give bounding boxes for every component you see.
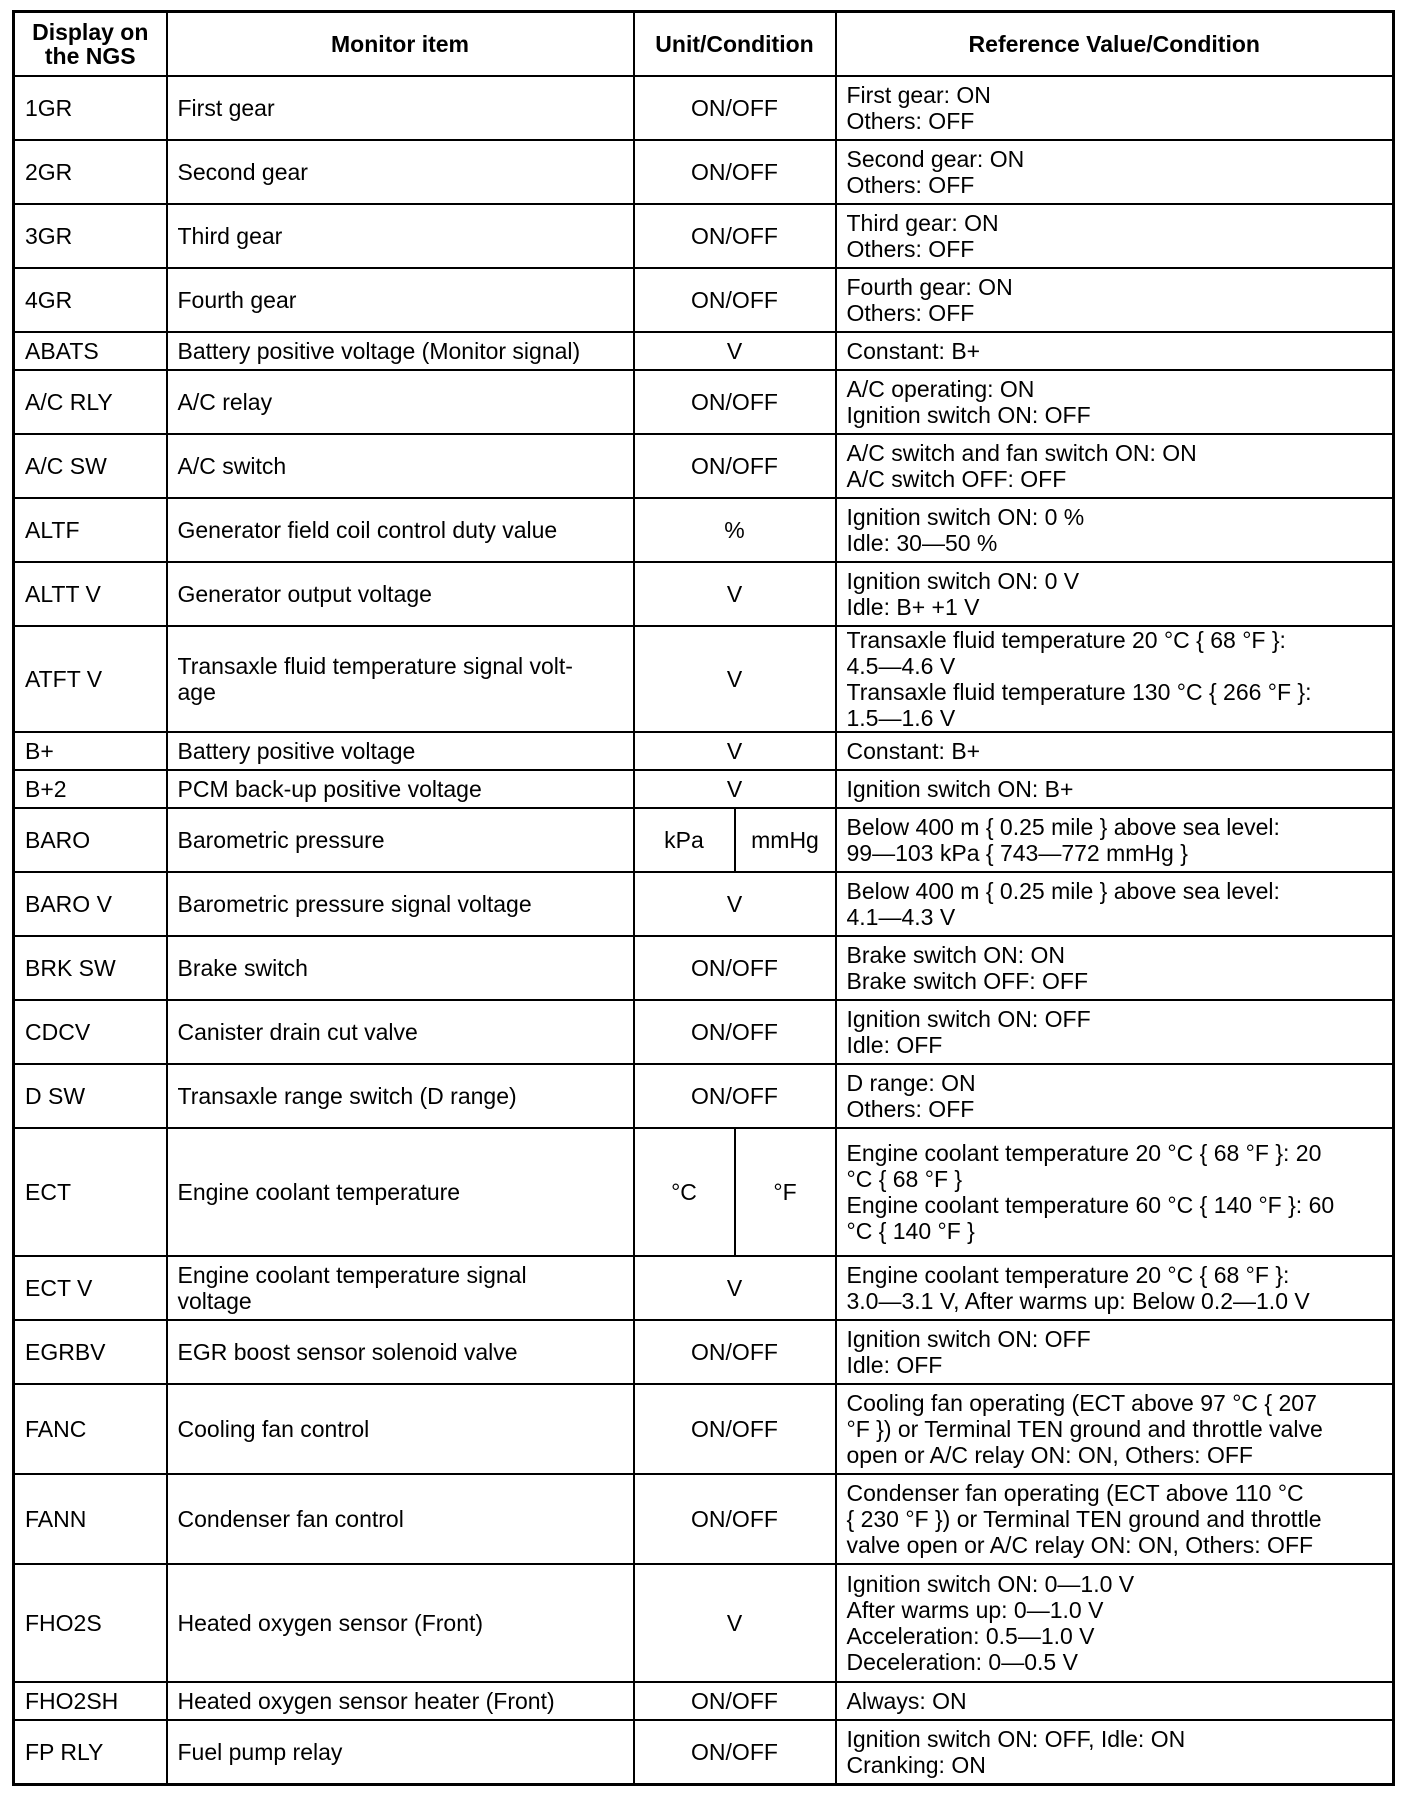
display-code-cell: FHO2S: [14, 1564, 167, 1682]
unit-cell: V: [634, 770, 836, 808]
monitor-item-cell: Cooling fan control: [167, 1384, 634, 1474]
reference-value-cell: Ignition switch ON: 0—1.0 V After warms up: 0—1.0 V Acceleration: 0.5—1.0 V Deceleration: 0—0.5 V: [836, 1564, 1394, 1682]
monitor-item-cell: Engine coolant temperature signal voltage: [167, 1256, 634, 1320]
reference-value-cell: Cooling fan operating (ECT above 97 °C { 207 °F }) or Terminal TEN ground and throttle valve open or A/C relay ON: ON, Others: OFF: [836, 1384, 1394, 1474]
unit-cell: V: [634, 1564, 836, 1682]
unit-cell: ON/OFF: [634, 1000, 836, 1064]
unit-cell: V: [634, 732, 836, 770]
unit-cell: ON/OFF: [634, 1474, 836, 1564]
monitor-item-cell: First gear: [167, 76, 634, 140]
table-row: [14, 1720, 1394, 1784]
header-reference-value: Reference Value/Condition: [836, 12, 1394, 77]
monitor-item-cell: Generator field coil control duty value: [167, 498, 634, 562]
reference-value-cell: D range: ON Others: OFF: [836, 1064, 1394, 1128]
unit-cell: ON/OFF: [634, 204, 836, 268]
display-code-cell: EGRBV: [14, 1320, 167, 1384]
unit-alt-cell: mmHg: [735, 808, 836, 872]
header-monitor-item: Monitor item: [167, 12, 634, 77]
reference-value-cell: Always: ON: [836, 1682, 1394, 1720]
reference-value-cell: Ignition switch ON: 0 V Idle: B+ +1 V: [836, 562, 1394, 626]
unit-alt-cell: °F: [735, 1128, 836, 1256]
unit-cell: °C: [634, 1128, 735, 1256]
unit-cell: V: [634, 332, 836, 370]
table-row: [14, 1064, 1394, 1128]
table-row: [14, 1474, 1394, 1564]
monitor-item-cell: Fourth gear: [167, 268, 634, 332]
header-row: [14, 12, 1394, 77]
reference-value-cell: First gear: ON Others: OFF: [836, 76, 1394, 140]
monitor-item-cell: PCM back-up positive voltage: [167, 770, 634, 808]
monitor-item-cell: Transaxle fluid temperature signal volt- age: [167, 626, 634, 732]
reference-value-cell: Ignition switch ON: OFF Idle: OFF: [836, 1000, 1394, 1064]
table-row: [14, 370, 1394, 434]
table-row: [14, 268, 1394, 332]
display-code-cell: BRK SW: [14, 936, 167, 1000]
display-code-cell: A/C RLY: [14, 370, 167, 434]
display-code-cell: D SW: [14, 1064, 167, 1128]
monitor-item-cell: Heated oxygen sensor heater (Front): [167, 1682, 634, 1720]
monitor-item-cell: EGR boost sensor solenoid valve: [167, 1320, 634, 1384]
unit-cell: kPa: [634, 808, 735, 872]
table-row: [14, 1384, 1394, 1474]
reference-value-cell: Second gear: ON Others: OFF: [836, 140, 1394, 204]
display-code-cell: ALTF: [14, 498, 167, 562]
reference-value-cell: Brake switch ON: ON Brake switch OFF: OFF: [836, 936, 1394, 1000]
table-row: [14, 1128, 1394, 1256]
unit-cell: V: [634, 872, 836, 936]
display-code-cell: CDCV: [14, 1000, 167, 1064]
table-row: [14, 1320, 1394, 1384]
display-code-cell: FHO2SH: [14, 1682, 167, 1720]
monitor-item-cell: Transaxle range switch (D range): [167, 1064, 634, 1128]
monitor-item-cell: Third gear: [167, 204, 634, 268]
table-row: [14, 770, 1394, 808]
unit-cell: ON/OFF: [634, 1384, 836, 1474]
display-code-cell: ATFT V: [14, 626, 167, 732]
monitor-item-cell: Battery positive voltage: [167, 732, 634, 770]
table-row: [14, 76, 1394, 140]
table-row: [14, 872, 1394, 936]
reference-value-cell: Constant: B+: [836, 732, 1394, 770]
unit-cell: ON/OFF: [634, 1720, 836, 1784]
unit-cell: ON/OFF: [634, 936, 836, 1000]
reference-value-cell: Third gear: ON Others: OFF: [836, 204, 1394, 268]
display-code-cell: ABATS: [14, 332, 167, 370]
table-row: [14, 498, 1394, 562]
display-code-cell: BARO V: [14, 872, 167, 936]
table-row: [14, 1564, 1394, 1682]
reference-value-cell: A/C switch and fan switch ON: ON A/C switch OFF: OFF: [836, 434, 1394, 498]
table-row: [14, 1682, 1394, 1720]
reference-value-cell: Below 400 m { 0.25 mile } above sea level: 99—103 kPa { 743—772 mmHg }: [836, 808, 1394, 872]
monitor-item-cell: A/C relay: [167, 370, 634, 434]
display-code-cell: 2GR: [14, 140, 167, 204]
table-row: [14, 434, 1394, 498]
reference-value-cell: Ignition switch ON: B+: [836, 770, 1394, 808]
table-row: [14, 1256, 1394, 1320]
display-code-cell: ECT V: [14, 1256, 167, 1320]
monitor-item-cell: Engine coolant temperature: [167, 1128, 634, 1256]
reference-value-cell: Condenser fan operating (ECT above 110 °C { 230 °F }) or Terminal TEN ground and throttle valve open or A/C relay ON: ON, Others: OFF: [836, 1474, 1394, 1564]
unit-cell: V: [634, 1256, 836, 1320]
reference-value-cell: Transaxle fluid temperature 20 °C { 68 °F }: 4.5—4.6 V Transaxle fluid temperature 130 °C { 266 °F }: 1.5—1.6 V: [836, 626, 1394, 732]
display-code-cell: FP RLY: [14, 1720, 167, 1784]
reference-value-cell: Engine coolant temperature 20 °C { 68 °F }: 3.0—3.1 V, After warms up: Below 0.2—1.0 V: [836, 1256, 1394, 1320]
monitor-table-document: [12, 10, 1392, 1786]
monitor-item-cell: Brake switch: [167, 936, 634, 1000]
unit-cell: ON/OFF: [634, 140, 836, 204]
monitor-item-cell: Condenser fan control: [167, 1474, 634, 1564]
reference-value-cell: Ignition switch ON: OFF, Idle: ON Cranking: ON: [836, 1720, 1394, 1784]
reference-value-cell: Below 400 m { 0.25 mile } above sea level: 4.1—4.3 V: [836, 872, 1394, 936]
monitor-item-cell: A/C switch: [167, 434, 634, 498]
display-code-cell: B+: [14, 732, 167, 770]
table-row: [14, 808, 1394, 872]
table-row: [14, 936, 1394, 1000]
monitor-item-cell: Barometric pressure: [167, 808, 634, 872]
monitor-item-cell: Battery positive voltage (Monitor signal): [167, 332, 634, 370]
unit-cell: %: [634, 498, 836, 562]
table-row: [14, 204, 1394, 268]
display-code-cell: 4GR: [14, 268, 167, 332]
table-header: [14, 12, 1394, 77]
display-code-cell: FANN: [14, 1474, 167, 1564]
unit-cell: V: [634, 626, 836, 732]
header-unit-condition: Unit/Condition: [634, 12, 836, 77]
table-row: [14, 1000, 1394, 1064]
display-code-cell: ECT: [14, 1128, 167, 1256]
unit-cell: ON/OFF: [634, 434, 836, 498]
display-code-cell: ALTT V: [14, 562, 167, 626]
reference-value-cell: Fourth gear: ON Others: OFF: [836, 268, 1394, 332]
unit-cell: V: [634, 562, 836, 626]
display-code-cell: A/C SW: [14, 434, 167, 498]
reference-value-cell: A/C operating: ON Ignition switch ON: OFF: [836, 370, 1394, 434]
table-body: [14, 76, 1394, 1784]
display-code-cell: FANC: [14, 1384, 167, 1474]
display-code-cell: 3GR: [14, 204, 167, 268]
reference-value-cell: Ignition switch ON: OFF Idle: OFF: [836, 1320, 1394, 1384]
header-display-on-ngs: Display on the NGS: [14, 12, 167, 77]
monitor-item-cell: Generator output voltage: [167, 562, 634, 626]
unit-cell: ON/OFF: [634, 1320, 836, 1384]
display-code-cell: 1GR: [14, 76, 167, 140]
monitor-item-cell: Barometric pressure signal voltage: [167, 872, 634, 936]
display-code-cell: BARO: [14, 808, 167, 872]
unit-cell: ON/OFF: [634, 1682, 836, 1720]
reference-value-cell: Engine coolant temperature 20 °C { 68 °F }: 20 °C { 68 °F } Engine coolant temperature 60 °C { 140 °F }: 60 °C { 140 °F }: [836, 1128, 1394, 1256]
unit-cell: ON/OFF: [634, 76, 836, 140]
table-row: [14, 562, 1394, 626]
table-row: [14, 140, 1394, 204]
unit-cell: ON/OFF: [634, 370, 836, 434]
display-code-cell: B+2: [14, 770, 167, 808]
reference-value-cell: Ignition switch ON: 0 % Idle: 30—50 %: [836, 498, 1394, 562]
table-row: [14, 332, 1394, 370]
table-row: [14, 626, 1394, 732]
monitor-item-cell: Second gear: [167, 140, 634, 204]
unit-cell: ON/OFF: [634, 1064, 836, 1128]
unit-cell: ON/OFF: [634, 268, 836, 332]
monitor-item-table: [12, 10, 1395, 1786]
reference-value-cell: Constant: B+: [836, 332, 1394, 370]
monitor-item-cell: Heated oxygen sensor (Front): [167, 1564, 634, 1682]
table-row: [14, 732, 1394, 770]
monitor-item-cell: Fuel pump relay: [167, 1720, 634, 1784]
monitor-item-cell: Canister drain cut valve: [167, 1000, 634, 1064]
